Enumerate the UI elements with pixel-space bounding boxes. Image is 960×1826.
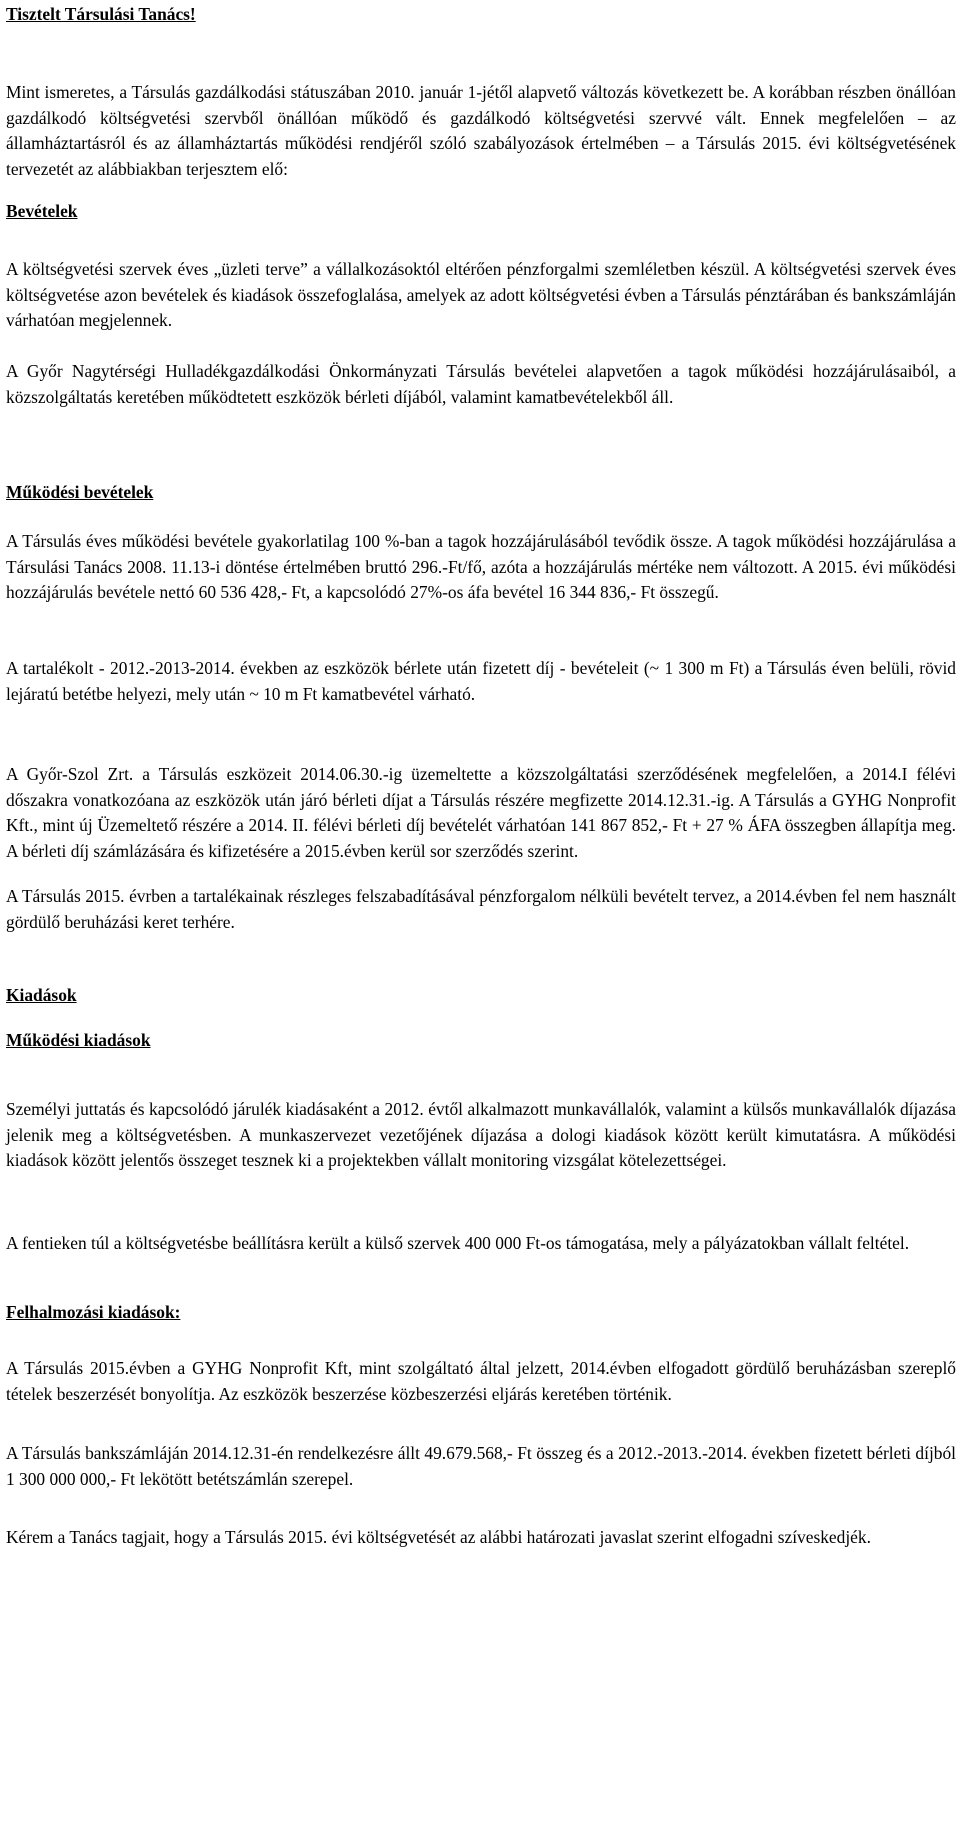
reserve-release-paragraph: A Társulás 2015. évrben a tartalékainak részleges felszabadításával pénzforgalom nélküli bevételt tervez, a 2014.évben fel nem használt gördülő beruházási keret terhére.: [6, 886, 956, 932]
external-support-paragraph: A fentieken túl a költségvetésbe beállításra került a külső szervek 400 000 Ft-os támogatása, mely a pályázatokban vállalt feltétel.: [6, 1233, 910, 1253]
revenue-sources-paragraph: A Győr Nagytérségi Hulladékgazdálkodási Önkormányzati Társulás bevételei alapvetően a tagok működési hozzájárulásaiból, a közszolgáltatás keretében működtetett eszközök bérleti díjából, valamint kamatbevételekből áll.: [6, 361, 956, 407]
intro-paragraph: Mint ismeretes, a Társulás gazdálkodási státuszában 2010. január 1-jétől alapvető változás következett be. A korábban részben önállóan gazdálkodó költségvetési szervből önállóan működő és gazdálkodó költségvetési szervvé vált. Ennek megfelelően – az államháztartásról és az államháztartás működési rendjéről szóló szabályozások értelmében – a Társulás 2015. évi költségvetésének tervezetét az alábbiakban terjesztem elő:: [6, 82, 956, 179]
reserve-interest-paragraph: A tartalékolt - 2012.-2013-2014. években az eszközök bérlete után fizetett díj - bevételeit (~ 1 300 m Ft) a Társulás éven belüli, rövid lejáratú betétbe helyezi, mely után ~ 10 m Ft kamatbevétel várható.: [6, 658, 956, 704]
capital-expenditures-heading: Felhalmozási kiadások:: [6, 1302, 181, 1322]
investment-paragraph: A Társulás 2015.évben a GYHG Nonprofit Kft, mint szolgáltató által jelzett, 2014.évben elfogadott gördülő beruházásban szereplő tételek beszerzését bonyolítja. Az eszközök beszerzése közbeszerzési eljárás keretében történik.: [6, 1358, 956, 1404]
expenditures-heading: Kiadások: [6, 985, 77, 1005]
operating-revenues-heading: Működési bevételek: [6, 482, 154, 502]
closing-request-paragraph: Kérem a Tanács tagjait, hogy a Társulás 2015. évi költségvetését az alábbi határozati javaslat szerint elfogadni szíveskedjék.: [6, 1527, 871, 1547]
budget-principle-paragraph: A költségvetési szervek éves „üzleti terve” a vállalkozásoktól eltérően pénzforgalmi szemléletben készül. A költségvetési szervek éves költségvetése azon bevételek és kiadások összefoglalása, amelyek az adott költségvetési évben a Társulás pénztárában és bankszámláján várhatóan megjelennek.: [6, 259, 956, 331]
rental-fee-paragraph: A Győr-Szol Zrt. a Társulás eszközeit 2014.06.30.-ig üzemeltette a közszolgáltatási szerződésének megfelelően, a 2014.I félévi dőszakra vonatkozóana az eszközök után járó bérleti díjat a Társulás részére megfizette 2014.12.31.-ig. A Társulás a GYHG Nonprofit Kft., mint új Üzemeltető részére a 2014. II. félévi bérleti díj bevételét várhatóan 141 867 852,- Ft + 27 % ÁFA összegben állapítja meg. A bérleti díj számlázására és kifizetésére a 2015.évben kerül sor szerződés szerint.: [6, 764, 956, 861]
operating-expenditures-heading: Működési kiadások: [6, 1030, 151, 1050]
revenues-heading: Bevételek: [6, 201, 78, 221]
personnel-costs-paragraph: Személyi juttatás és kapcsolódó járulék kiadásaként a 2012. évtől alkalmazott munkavállalók, valamint a külsős munkavállalók díjazása jelenik meg a költségvetésben. A munkaszervezet vezetőjének díjazása a dologi kiadások között került kimutatásra. A működési kiadások között jelentős összeget tesznek ki a projektekben vállalt monitoring vizsgálat kötelezettségei.: [6, 1099, 956, 1171]
member-contribution-paragraph: A Társulás éves működési bevétele gyakorlatilag 100 %-ban a tagok hozzájárulásából tevődik össze. A tagok működési hozzájárulása a Társulási Tanács 2008. 11.13-i döntése értelmében bruttó 296.-Ft/fő, azóta a hozzájárulás mértéke nem változott. A 2015. évi működési hozzájárulás bevétele nettó 60 536 428,- Ft, a kapcsolódó 27%-os áfa bevétel 16 344 836,- Ft összegű.: [6, 531, 956, 603]
salutation-heading: Tisztelt Társulási Tanács!: [6, 4, 196, 24]
bank-balance-paragraph: A Társulás bankszámláján 2014.12.31-én rendelkezésre állt 49.679.568,- Ft összeg és a 2012.-2013.-2014. években fizetett bérleti díjból 1 300 000 000,- Ft lekötött betétszámlán szerepel.: [6, 1443, 956, 1489]
